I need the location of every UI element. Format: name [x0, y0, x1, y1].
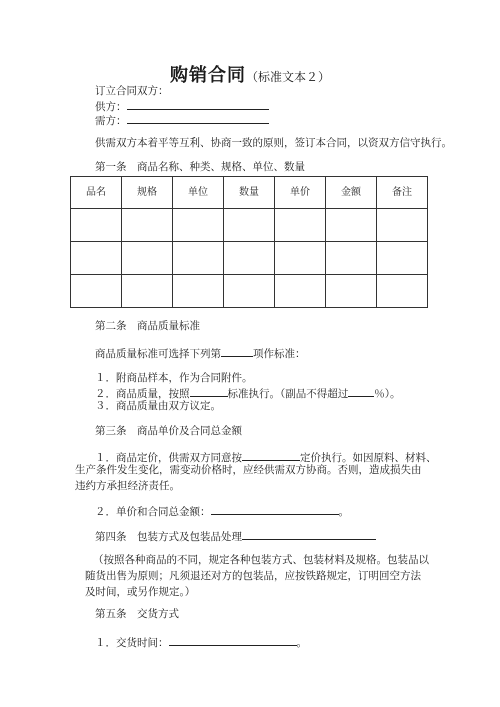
buyer-blank[interactable] — [127, 112, 269, 124]
delivery-time-post: 。 — [296, 637, 307, 649]
table-cell[interactable] — [377, 275, 428, 308]
article4-heading — [95, 528, 376, 546]
table-cell[interactable] — [173, 242, 224, 275]
quality-item-3: ３．商品质量由双方议定。 — [95, 400, 221, 412]
packaging-note: （按照各种商品的不同，规定各种包装方式、包装材料及规格。包装品以随货出售为原则；凡须退还对方的包装品，应按铁路规定，订明回空方法及时间，或另作规定。） — [85, 554, 429, 598]
article1-heading: 第一条 商品名称、种类、规格、单位、数量 — [95, 161, 305, 173]
total-amount-pre: ２．单价和合同总金额： — [95, 506, 211, 518]
parties-label: 订立合同双方： — [95, 85, 169, 97]
table-cell[interactable] — [275, 242, 326, 275]
table-cell[interactable] — [326, 209, 377, 242]
intro-text: 供需双方本着平等互利、协商一致的原则，签订本合同，以资双方信守执行。 — [95, 137, 452, 149]
goods-table — [70, 176, 428, 308]
table-cell[interactable] — [377, 209, 428, 242]
table-cell[interactable] — [71, 242, 122, 275]
table-cell[interactable] — [224, 209, 275, 242]
delivery-time-blank[interactable] — [169, 634, 297, 646]
packaging-blank[interactable] — [242, 528, 376, 540]
table-row — [71, 209, 428, 242]
col-unit: 单位 — [173, 177, 224, 209]
title-main: 购销合同 — [169, 65, 246, 86]
total-amount-line — [95, 503, 349, 521]
delivery-time-pre: １．交货时间： — [95, 637, 169, 649]
table-row — [71, 275, 428, 308]
buyer-label: 需方： — [95, 115, 127, 127]
total-amount-post: 。 — [338, 506, 349, 518]
table-row — [71, 242, 428, 275]
col-amount: 金额 — [326, 177, 377, 209]
quality-choice-blank[interactable] — [221, 345, 253, 357]
quality-item-1: １．附商品样本，作为合同附件。 — [95, 372, 253, 384]
table-cell[interactable] — [173, 275, 224, 308]
goods-table-header-row — [71, 177, 428, 209]
col-name: 品名 — [71, 177, 122, 209]
supplier-label: 供方： — [95, 101, 127, 113]
table-cell[interactable] — [377, 242, 428, 275]
table-cell[interactable] — [224, 242, 275, 275]
pricing-basis-blank[interactable] — [242, 449, 300, 461]
table-cell[interactable] — [275, 209, 326, 242]
article4-heading-text: 第四条 包装方式及包装品处理 — [95, 531, 242, 543]
total-amount-blank[interactable] — [211, 503, 339, 515]
pricing-continuation: 生产条件发生变化，需变动价格时，应经供需双方协商。否则，造成损失由违约方承担经济责任。 — [75, 464, 422, 492]
col-spec: 规格 — [122, 177, 173, 209]
buyer-line — [95, 112, 269, 130]
pricing-post: 定价执行。如因原料、材料、 — [300, 452, 437, 464]
quality-item2-post: ％）。 — [374, 388, 401, 400]
quality-choice-line — [95, 345, 306, 363]
quality-choice-pre: 商品质量标准可选择下列第 — [95, 348, 221, 360]
article2-heading: 第二条 商品质量标准 — [95, 320, 200, 332]
defect-percent-blank[interactable] — [348, 385, 374, 397]
quality-item2-mid: 标准执行。（副品不得超过 — [227, 388, 349, 400]
supplier-blank[interactable] — [127, 98, 269, 110]
table-cell[interactable] — [71, 209, 122, 242]
table-cell[interactable] — [326, 275, 377, 308]
article5-heading: 第五条 交货方式 — [95, 608, 179, 620]
table-cell[interactable] — [326, 242, 377, 275]
pricing-pre: １．商品定价，供需双方同意按 — [95, 452, 242, 464]
col-remarks: 备注 — [377, 177, 428, 209]
table-cell[interactable] — [122, 209, 173, 242]
delivery-time-line — [95, 634, 307, 652]
table-cell[interactable] — [71, 275, 122, 308]
col-unit-price: 单价 — [275, 177, 326, 209]
table-cell[interactable] — [275, 275, 326, 308]
quality-item2-pre: ２．商品质量，按照 — [95, 388, 190, 400]
title-sub: （标准文本２） — [245, 70, 330, 84]
table-cell[interactable] — [122, 275, 173, 308]
col-quantity: 数量 — [224, 177, 275, 209]
quality-choice-post: 项作标准： — [253, 348, 306, 360]
document-title — [0, 62, 500, 89]
table-cell[interactable] — [122, 242, 173, 275]
article3-heading: 第三条 商品单价及合同总金额 — [95, 425, 242, 437]
quality-standard-blank[interactable] — [190, 385, 228, 397]
table-cell[interactable] — [173, 209, 224, 242]
table-cell[interactable] — [224, 275, 275, 308]
